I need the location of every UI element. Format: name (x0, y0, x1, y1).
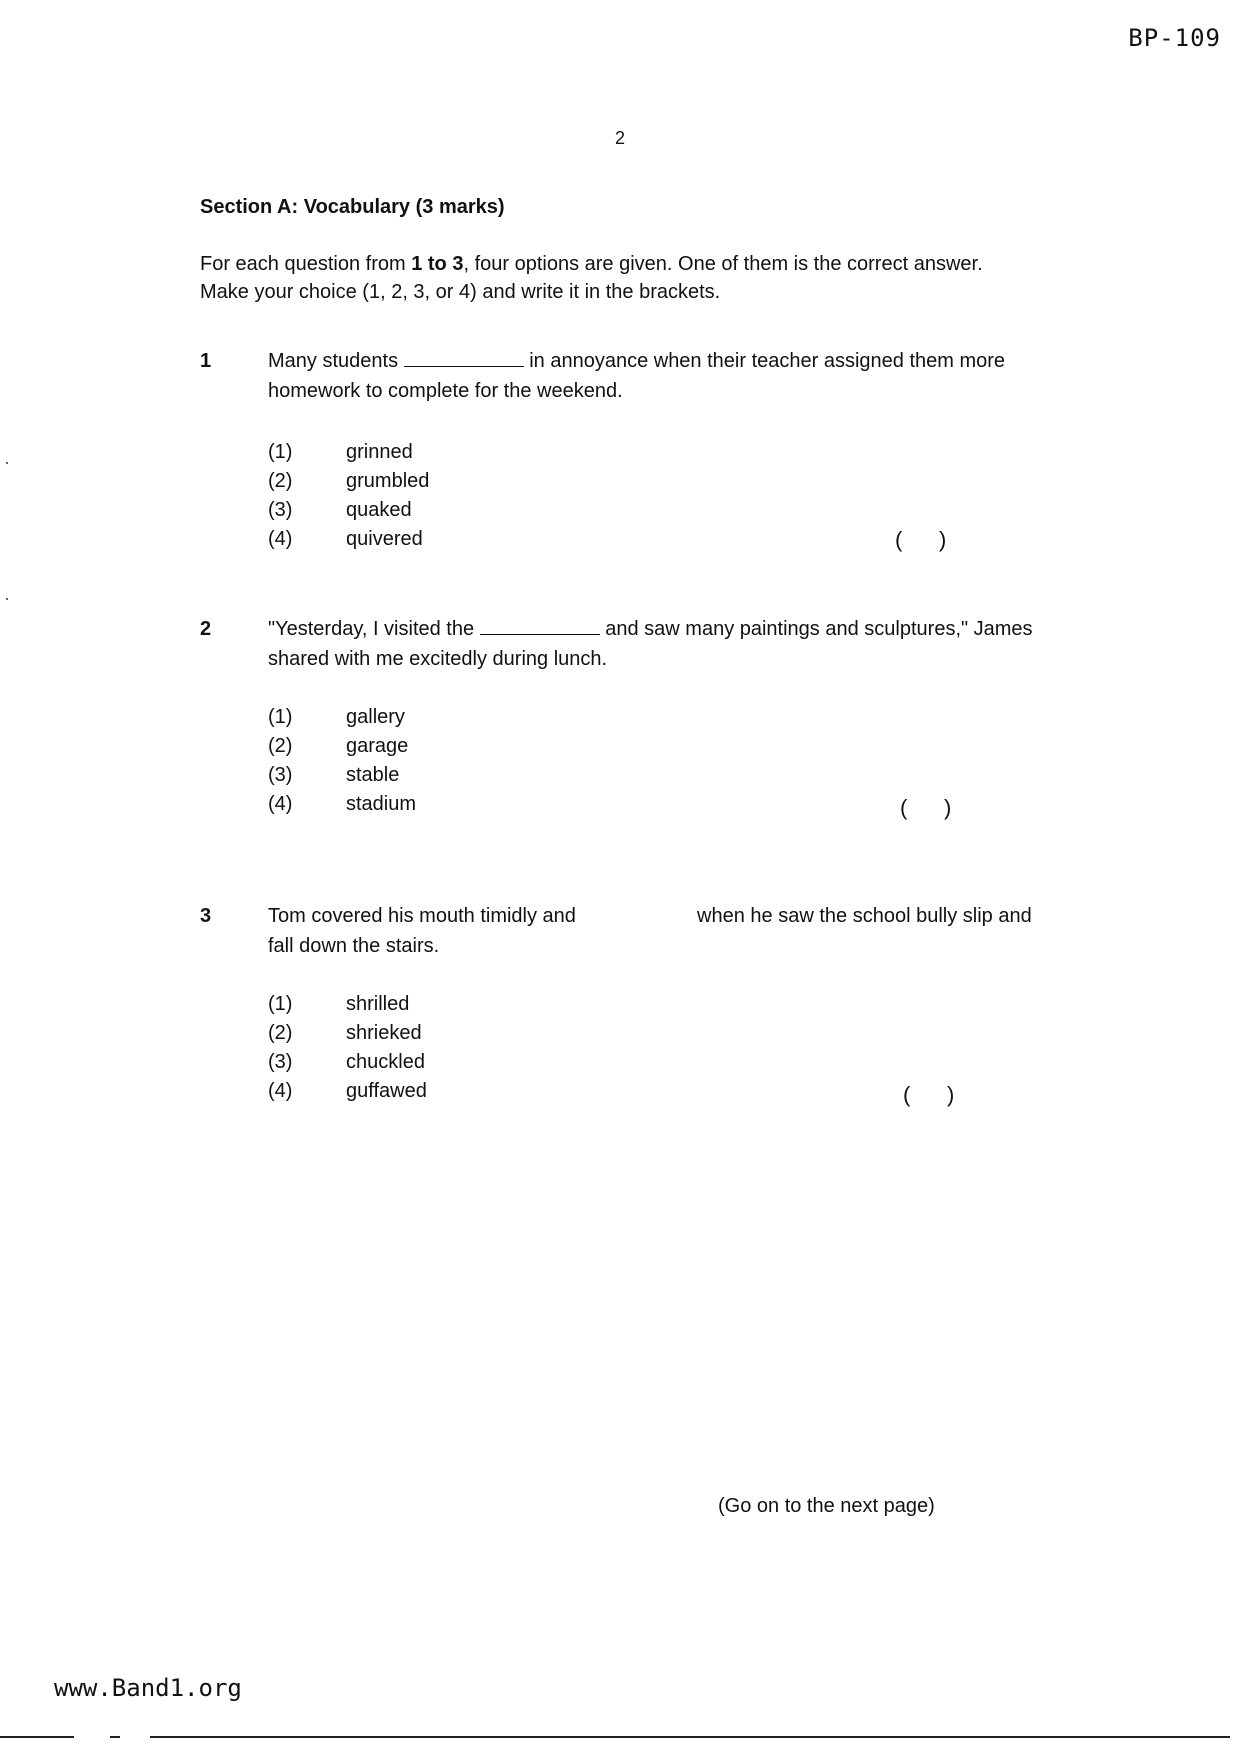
question-1-options (268, 438, 468, 554)
option-number: (4) (268, 528, 293, 550)
next-page-note: (Go on to the next page) (718, 1495, 935, 1517)
option-text: grumbled (346, 470, 430, 492)
option-text: chuckled (346, 1051, 425, 1073)
question-2-text-after: and saw many paintings and sculptures," James shared with me excitedly during lunch. (268, 618, 1033, 670)
option-number: (3) (268, 764, 293, 786)
instructions-part-a: For each question from (200, 253, 412, 275)
question-1-text-after: in annoyance when their teacher assigned them more homework to complete for the weekend. (268, 350, 1006, 402)
question-1-text-before: Many students (268, 350, 399, 372)
option (268, 496, 468, 525)
option (268, 1019, 468, 1048)
question-3-text (268, 901, 1058, 961)
option-text: quivered (346, 528, 423, 550)
question-1-answer-bracket: ( ) (895, 527, 947, 552)
option-number: (4) (268, 1080, 293, 1102)
option-number: (3) (268, 499, 293, 521)
option (268, 761, 468, 790)
option (268, 990, 468, 1019)
option-text: stadium (346, 793, 417, 815)
option-number: (4) (268, 793, 293, 815)
option (268, 438, 468, 467)
option-text: grinned (346, 441, 413, 463)
option-text: shrieked (346, 1022, 422, 1044)
section-instructions (200, 250, 1020, 306)
option (268, 1048, 468, 1077)
footer-rule (110, 1736, 120, 1738)
question-3-number: 3 (200, 905, 212, 927)
option (268, 732, 468, 761)
option-text: quaked (346, 499, 412, 521)
option-text: shrilled (346, 993, 410, 1015)
scan-mark (6, 462, 8, 464)
option-number: (2) (268, 470, 293, 492)
option (268, 525, 468, 554)
option-number: (2) (268, 1022, 293, 1044)
scan-mark (6, 598, 8, 600)
option-number: (1) (268, 706, 293, 728)
option-number: (3) (268, 1051, 293, 1073)
question-2-options (268, 703, 468, 819)
question-1-text (268, 346, 1058, 406)
option (268, 467, 468, 496)
option-number: (2) (268, 735, 293, 757)
option (268, 1077, 468, 1106)
question-2-blank (480, 614, 600, 635)
question-2-text (268, 614, 1058, 674)
page-number: 2 (615, 128, 626, 148)
option-number: (1) (268, 993, 293, 1015)
paper-code: BP-109 (1128, 24, 1221, 52)
question-3-options (268, 990, 468, 1106)
footer-rule (150, 1736, 1230, 1738)
option (268, 703, 468, 732)
question-3-text-before: Tom covered his mouth timidly and (268, 905, 576, 927)
section-title: Section A: Vocabulary (3 marks) (200, 196, 505, 218)
question-3-text-after: when he saw the school bully slip and fall down the stairs. (268, 905, 1032, 957)
instructions-range: 1 to 3 (411, 253, 464, 275)
website-watermark: www.Band1.org (54, 1674, 242, 1702)
option-number: (1) (268, 441, 293, 463)
instructions-part-b: , four options are given. One of them is the correct answer. Make your choice (1, 2, 3, or 4) and write it in the brackets. (200, 253, 983, 303)
question-1-number: 1 (200, 350, 212, 372)
question-2-number: 2 (200, 618, 212, 640)
option-text: gallery (346, 706, 405, 728)
option-text: garage (346, 735, 409, 757)
footer-rule (0, 1736, 74, 1738)
option-text: guffawed (346, 1080, 427, 1102)
option (268, 790, 468, 819)
question-2-answer-bracket: ( ) (900, 795, 952, 820)
question-1-blank (404, 346, 524, 367)
option-text: stable (346, 764, 400, 786)
question-2-text-before: "Yesterday, I visited the (268, 618, 475, 640)
question-3-answer-bracket: ( ) (903, 1082, 955, 1107)
